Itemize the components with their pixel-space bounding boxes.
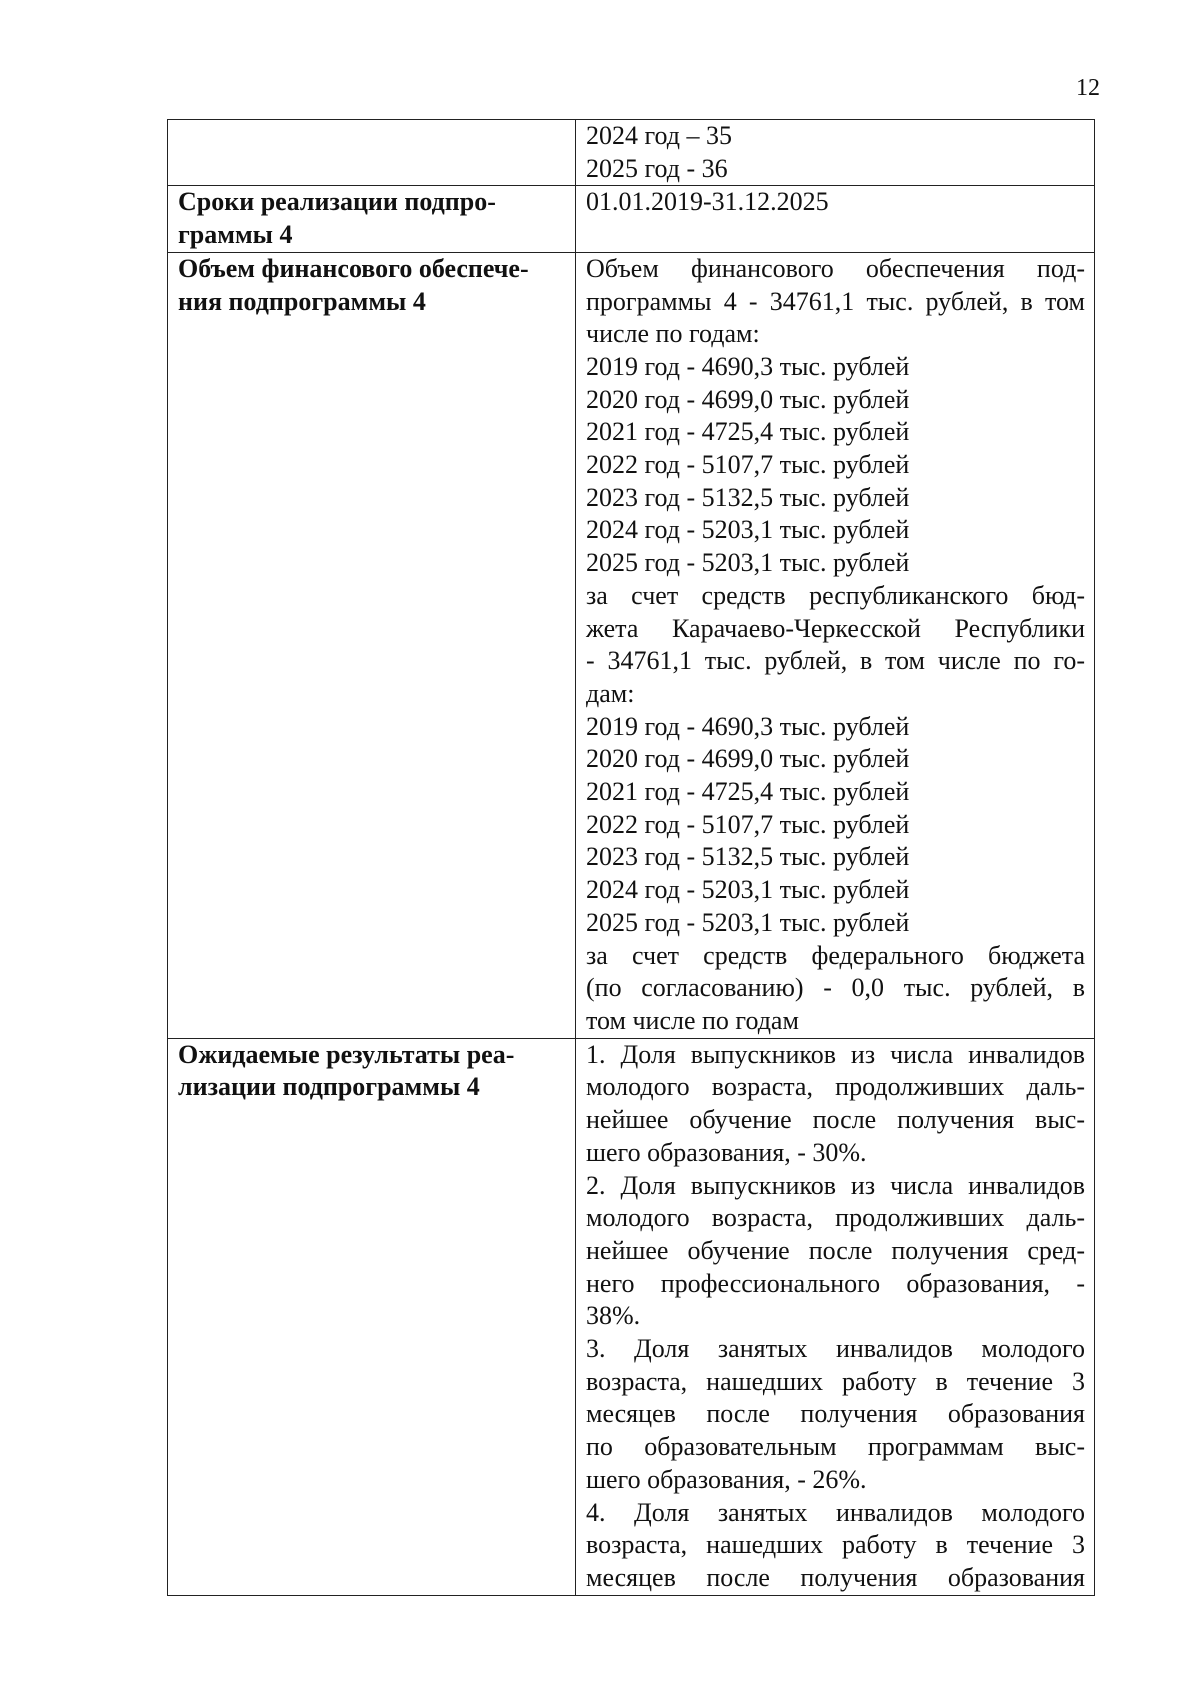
page-number: 12 [1076, 75, 1100, 101]
label-line: Ожидаемые результаты реа- [178, 1039, 515, 1069]
row-value-expected-results [576, 1038, 1095, 1595]
value-line: 2020 год - 4699,0 тыс. рублей [586, 384, 910, 414]
row-label-implementation-period [168, 186, 576, 252]
table-row [168, 120, 1095, 186]
value-line: молодого возраста, продолживших даль- [586, 1072, 1085, 1102]
value-line: том числе по годам [586, 1005, 799, 1035]
value-line: 2022 год - 5107,7 тыс. рублей [586, 809, 910, 839]
value-line: месяцев после получения образования [586, 1399, 1085, 1429]
value-line: числе по годам: [586, 319, 760, 349]
label-line: Объем финансового обеспече- [178, 253, 529, 283]
value-line: 2019 год - 4690,3 тыс. рублей [586, 711, 910, 741]
value-line: возраста, нашедших работу в течение 3 [586, 1530, 1085, 1560]
value-line: 2021 год - 4725,4 тыс. рублей [586, 777, 910, 807]
value-line: 2022 год - 5107,7 тыс. рублей [586, 450, 910, 480]
value-line: 2025 год - 36 [586, 153, 728, 183]
value-line: 2023 год - 5132,5 тыс. рублей [586, 482, 910, 512]
value-line: 2023 год - 5132,5 тыс. рублей [586, 842, 910, 872]
value-line: 2021 год - 4725,4 тыс. рублей [586, 417, 910, 447]
label-line: Сроки реализации подпро- [178, 187, 496, 217]
value-line: 2025 год - 5203,1 тыс. рублей [586, 548, 910, 578]
value-line: за счет средств федерального бюджета [586, 940, 1085, 970]
value-line: 2025 год - 5203,1 тыс. рублей [586, 907, 910, 937]
value-line: за счет средств республиканского бюд- [586, 580, 1085, 610]
value-line: - 34761,1 тыс. рублей, в том числе по го- [586, 646, 1085, 676]
value-line: по образовательным программам выс- [586, 1432, 1085, 1462]
value-line: жета Карачаево-Черкесской Республики [586, 613, 1085, 643]
row-label-empty [168, 120, 576, 186]
value-line: 2024 год - 5203,1 тыс. рублей [586, 875, 910, 905]
value-line: Объем финансового обеспечения под- [586, 253, 1085, 283]
value-line: 3. Доля занятых инвалидов молодого [586, 1334, 1085, 1364]
table-row [168, 252, 1095, 1038]
value-line: 4. Доля занятых инвалидов молодого [586, 1497, 1085, 1527]
value-line: возраста, нашедших работу в течение 3 [586, 1366, 1085, 1396]
table-row [168, 186, 1095, 252]
value-line: дам: [586, 678, 635, 708]
value-line: 1. Доля выпускников из числа инвалидов [586, 1039, 1085, 1069]
value-line: месяцев после получения образования [586, 1562, 1085, 1592]
value-line: 2024 год – 35 [586, 121, 732, 150]
value-line: программы 4 - 34761,1 тыс. рублей, в том [586, 286, 1085, 316]
label-line: ния подпрограммы 4 [178, 286, 426, 316]
value-line: 2. Доля выпускников из числа инвалидов [586, 1170, 1085, 1200]
label-line: граммы 4 [178, 220, 293, 250]
subprogram-passport-table [167, 119, 1095, 1596]
value-line: 38%. [586, 1301, 641, 1331]
value-line: нейшее обучение после получения выс- [586, 1105, 1085, 1135]
label-line: лизации подпрограммы 4 [178, 1072, 480, 1102]
value-line: молодого возраста, продолживших даль- [586, 1203, 1085, 1233]
row-value-indicator-continuation [576, 120, 1095, 186]
row-value-financing-volume [576, 252, 1095, 1038]
value-line: 2019 год - 4690,3 тыс. рублей [586, 351, 910, 381]
row-value-implementation-period [576, 186, 1095, 252]
value-line: него профессионального образования, - [586, 1268, 1085, 1298]
value-line: 2020 год - 4699,0 тыс. рублей [586, 744, 910, 774]
value-line: 2024 год - 5203,1 тыс. рублей [586, 515, 910, 545]
value-line: нейшее обучение после получения сред- [586, 1235, 1085, 1265]
value-line: шего образования, - 26%. [586, 1464, 867, 1494]
value-line: шего образования, - 30%. [586, 1137, 867, 1167]
row-label-expected-results [168, 1038, 576, 1595]
value-line: 01.01.2019-31.12.2025 [586, 187, 829, 217]
table-row [168, 1038, 1095, 1595]
value-line: (по согласованию) - 0,0 тыс. рублей, в [586, 973, 1085, 1003]
row-label-financing-volume [168, 252, 576, 1038]
